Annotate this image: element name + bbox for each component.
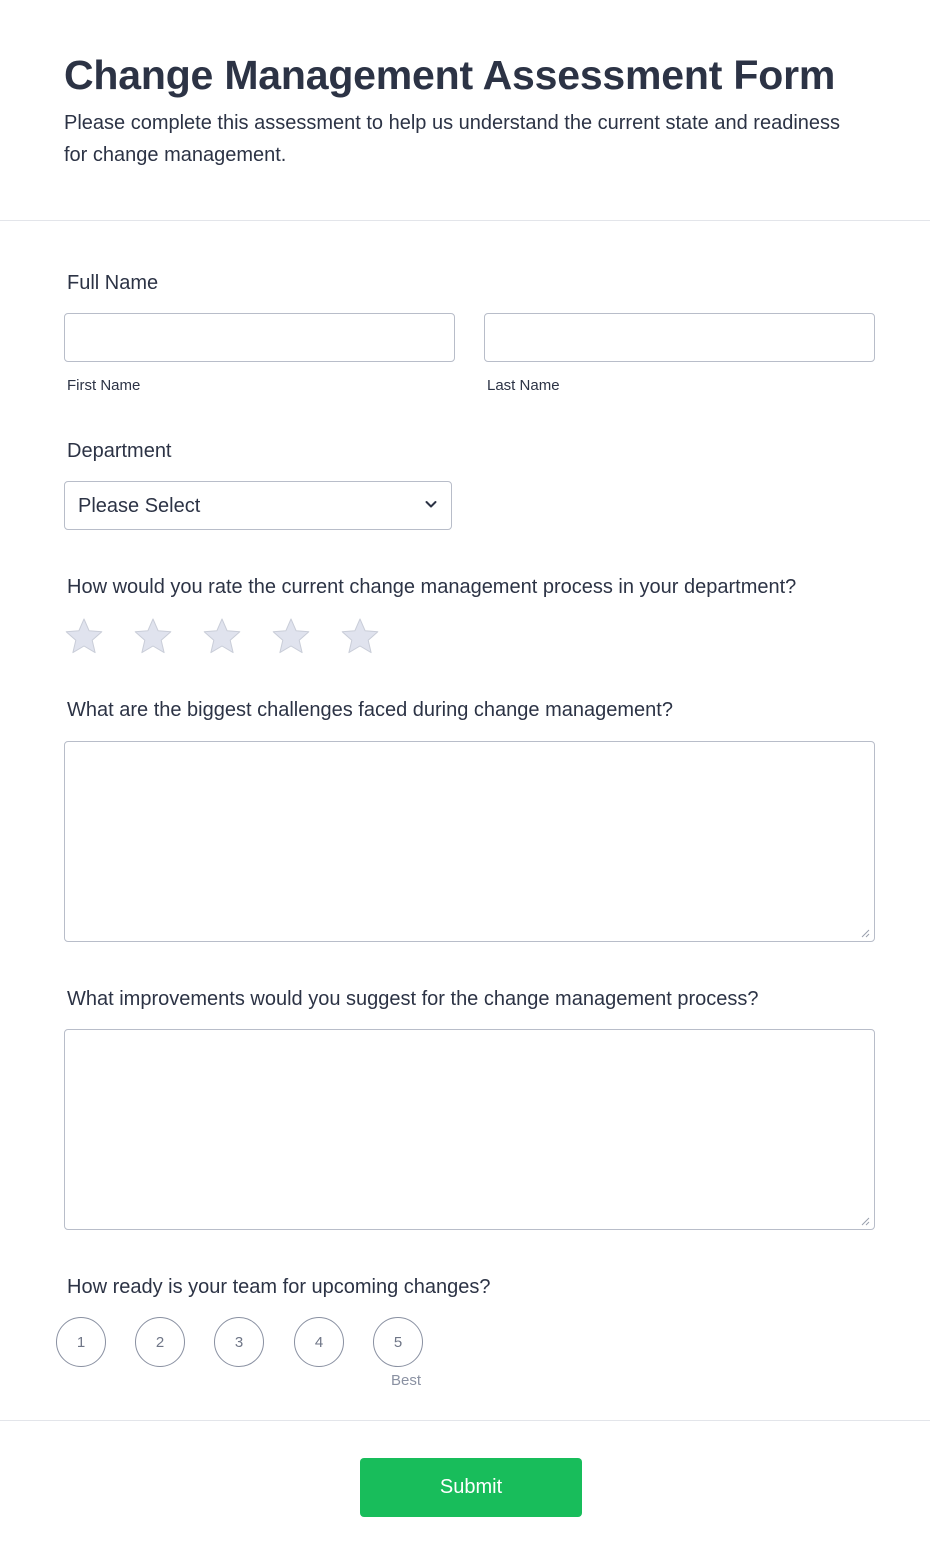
- first-name-input[interactable]: [64, 313, 455, 362]
- star-icon[interactable]: [271, 617, 311, 657]
- form-header: [0, 0, 930, 221]
- department-label: Department: [67, 440, 172, 462]
- department-select-value: Please Select: [78, 495, 201, 517]
- scale-option-4[interactable]: 4: [294, 1317, 344, 1367]
- resize-grip-icon[interactable]: [860, 928, 870, 938]
- form-description: Please complete this assessment to help us understand the current state and readiness for change management.: [64, 112, 841, 166]
- chevron-down-icon: [423, 496, 439, 512]
- star-icon[interactable]: [202, 617, 242, 657]
- scale-max-label: Best: [391, 1372, 422, 1389]
- department-select[interactable]: [64, 481, 452, 530]
- challenges-label: What are the biggest challenges faced during change management?: [67, 699, 673, 721]
- improvements-textarea[interactable]: [64, 1029, 875, 1230]
- footer-divider: [0, 1420, 930, 1421]
- submit-button[interactable]: Submit: [360, 1458, 582, 1517]
- full-name-label: Full Name: [67, 272, 159, 294]
- challenges-textarea[interactable]: [64, 741, 875, 942]
- scale-option-5[interactable]: 5: [373, 1317, 423, 1367]
- rating-label: How would you rate the current change management process in your department?: [67, 576, 797, 598]
- resize-grip-icon[interactable]: [860, 1216, 870, 1226]
- last-name-input[interactable]: [484, 313, 875, 362]
- readiness-label: How ready is your team for upcoming changes?: [67, 1276, 491, 1298]
- form-title: Change Management Assessment Form: [64, 52, 836, 98]
- star-icon[interactable]: [64, 617, 104, 657]
- scale-option-2[interactable]: 2: [135, 1317, 185, 1367]
- star-icon[interactable]: [133, 617, 173, 657]
- star-icon[interactable]: [340, 617, 380, 657]
- scale-option-1[interactable]: 1: [56, 1317, 106, 1367]
- last-name-sublabel: Last Name: [487, 377, 560, 394]
- improvements-label: What improvements would you suggest for the change management process?: [67, 988, 759, 1010]
- first-name-sublabel: First Name: [67, 377, 141, 394]
- scale-option-3[interactable]: 3: [214, 1317, 264, 1367]
